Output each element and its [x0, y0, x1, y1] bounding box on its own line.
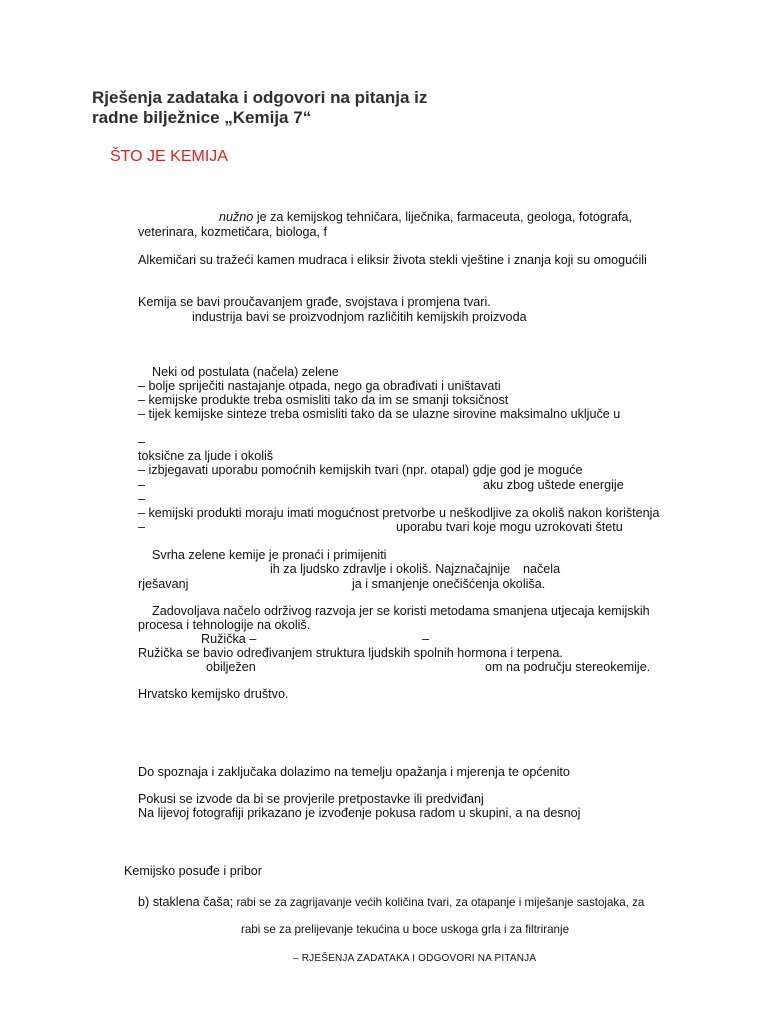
- purpose-line-3-end: ja i smanjenje onečišćenja okoliša.: [352, 577, 546, 591]
- paragraph-alchemists: Alkemičari su tražeći kamen mudraca i eliksir života stekli vještine i znanja koji su omogućili: [138, 253, 647, 267]
- experiments-line-1: Pokusi se izvode da bi se provjerile pretpostavke ili predviđanj: [138, 792, 484, 806]
- paragraph-chemistry-line-1: Kemija se bavi proučavanjem građe, svojstava i promjena tvari.: [138, 295, 491, 309]
- chemical-society: Hrvatsko kemijsko društvo.: [138, 687, 289, 701]
- purpose-line-1: Svrha zelene kemije je pronaći i primijeniti: [152, 548, 387, 562]
- ruzicka-line: Ružička –: [201, 632, 257, 646]
- ruzicka-award-start: obilježen: [206, 660, 256, 674]
- purpose-line-3-start: rješavanj: [138, 577, 189, 591]
- postulate-fragment-harm: uporabu tvari koje mogu uzrokovati štetu: [396, 520, 623, 534]
- equipment-beaker: [138, 895, 644, 910]
- sustain-line-2: procesa i tehnologije na okoliš.: [138, 618, 311, 632]
- postulate-item: –: [138, 435, 146, 449]
- postulate-item: – izbjegavati uporabu pomoćnih kemijskih tvari (npr. otapal) gdje god je moguće: [138, 463, 583, 477]
- ruzicka-award-end: om na području stereokemije.: [485, 660, 651, 674]
- document-title-line-2: radne bilježnice „Kemija 7“: [92, 108, 312, 127]
- ruzicka-dash: –: [422, 632, 430, 646]
- section-heading: ŠTO JE KEMIJA: [110, 148, 228, 165]
- paragraph-professions-line-2: veterinara, kozmetičara, biologa, f: [138, 225, 327, 239]
- purpose-line-2: ih za ljudsko zdravlje i okoliš. Najznačajnije: [270, 562, 511, 576]
- paragraph-professions-line-1: [219, 210, 632, 225]
- postulate-item: toksične za ljude i okoliš: [138, 449, 274, 463]
- experiments-line-2: Na lijevoj fotografiji prikazano je izvođenje pokusa radom u skupini, a na desnoj: [138, 806, 581, 820]
- postulates-heading: Neki od postulata (načela) zelene: [152, 365, 339, 379]
- postulate-item: – kemijski produkti moraju imati mogućnost pretvorbe u neškodljive za okoliš nakon korištenja: [138, 506, 660, 520]
- italic-word: nužno: [219, 210, 254, 224]
- postulate-fragment-energy: aku zbog uštede energije: [483, 478, 624, 492]
- page-footer: – RJEŠENJA ZADATAKA I ODGOVORI NA PITANJA: [293, 953, 537, 964]
- ruzicka-research: Ružička se bavio određivanjem struktura ljudskih spolnih hormona i terpena.: [138, 646, 563, 660]
- purpose-line-2-end: načela: [523, 562, 561, 576]
- postulate-item: – tijek kemijske sinteze treba osmisliti tako da se ulazne sirovine maksimalno uključe u: [138, 407, 621, 421]
- paragraph-chemistry-line-2: industrija bavi se proizvodnjom različitih kemijskih proizvoda: [192, 310, 527, 324]
- postulate-item: –: [138, 492, 146, 506]
- postulate-item: –: [138, 478, 146, 492]
- professions-text: je za kemijskog tehničara, liječnika, farmaceuta, geologa, fotografa,: [253, 210, 633, 224]
- postulate-item: – kemijske produkte treba osmisliti tako da im se smanji toksičnost: [138, 393, 509, 407]
- knowledge-paragraph: Do spoznaja i zaključaka dolazimo na temelju opažanja i mjerenja te općenito: [138, 765, 570, 779]
- document-title-line-1: Rješenja zadataka i odgovori na pitanja iz: [92, 88, 428, 107]
- postulate-item: – bolje spriječiti nastajanje otpada, nego ga obrađivati i uništavati: [138, 379, 501, 393]
- equipment-heading: Kemijsko posuđe i pribor: [124, 864, 262, 878]
- equipment-funnel: rabi se za prelijevanje tekućina u boce uskoga grla i za filtriranje: [241, 923, 570, 936]
- postulate-item: –: [138, 520, 146, 534]
- beaker-label: b) staklena čaša;: [138, 895, 234, 909]
- beaker-text: rabi se za zagrijavanje većih količina tvari, za otapanje i miješanje sastojaka, za: [233, 896, 645, 909]
- sustain-line-1: Zadovoljava načelo održivog razvoja jer se koristi metodama smanjena utjecaja kemijskih: [152, 604, 650, 618]
